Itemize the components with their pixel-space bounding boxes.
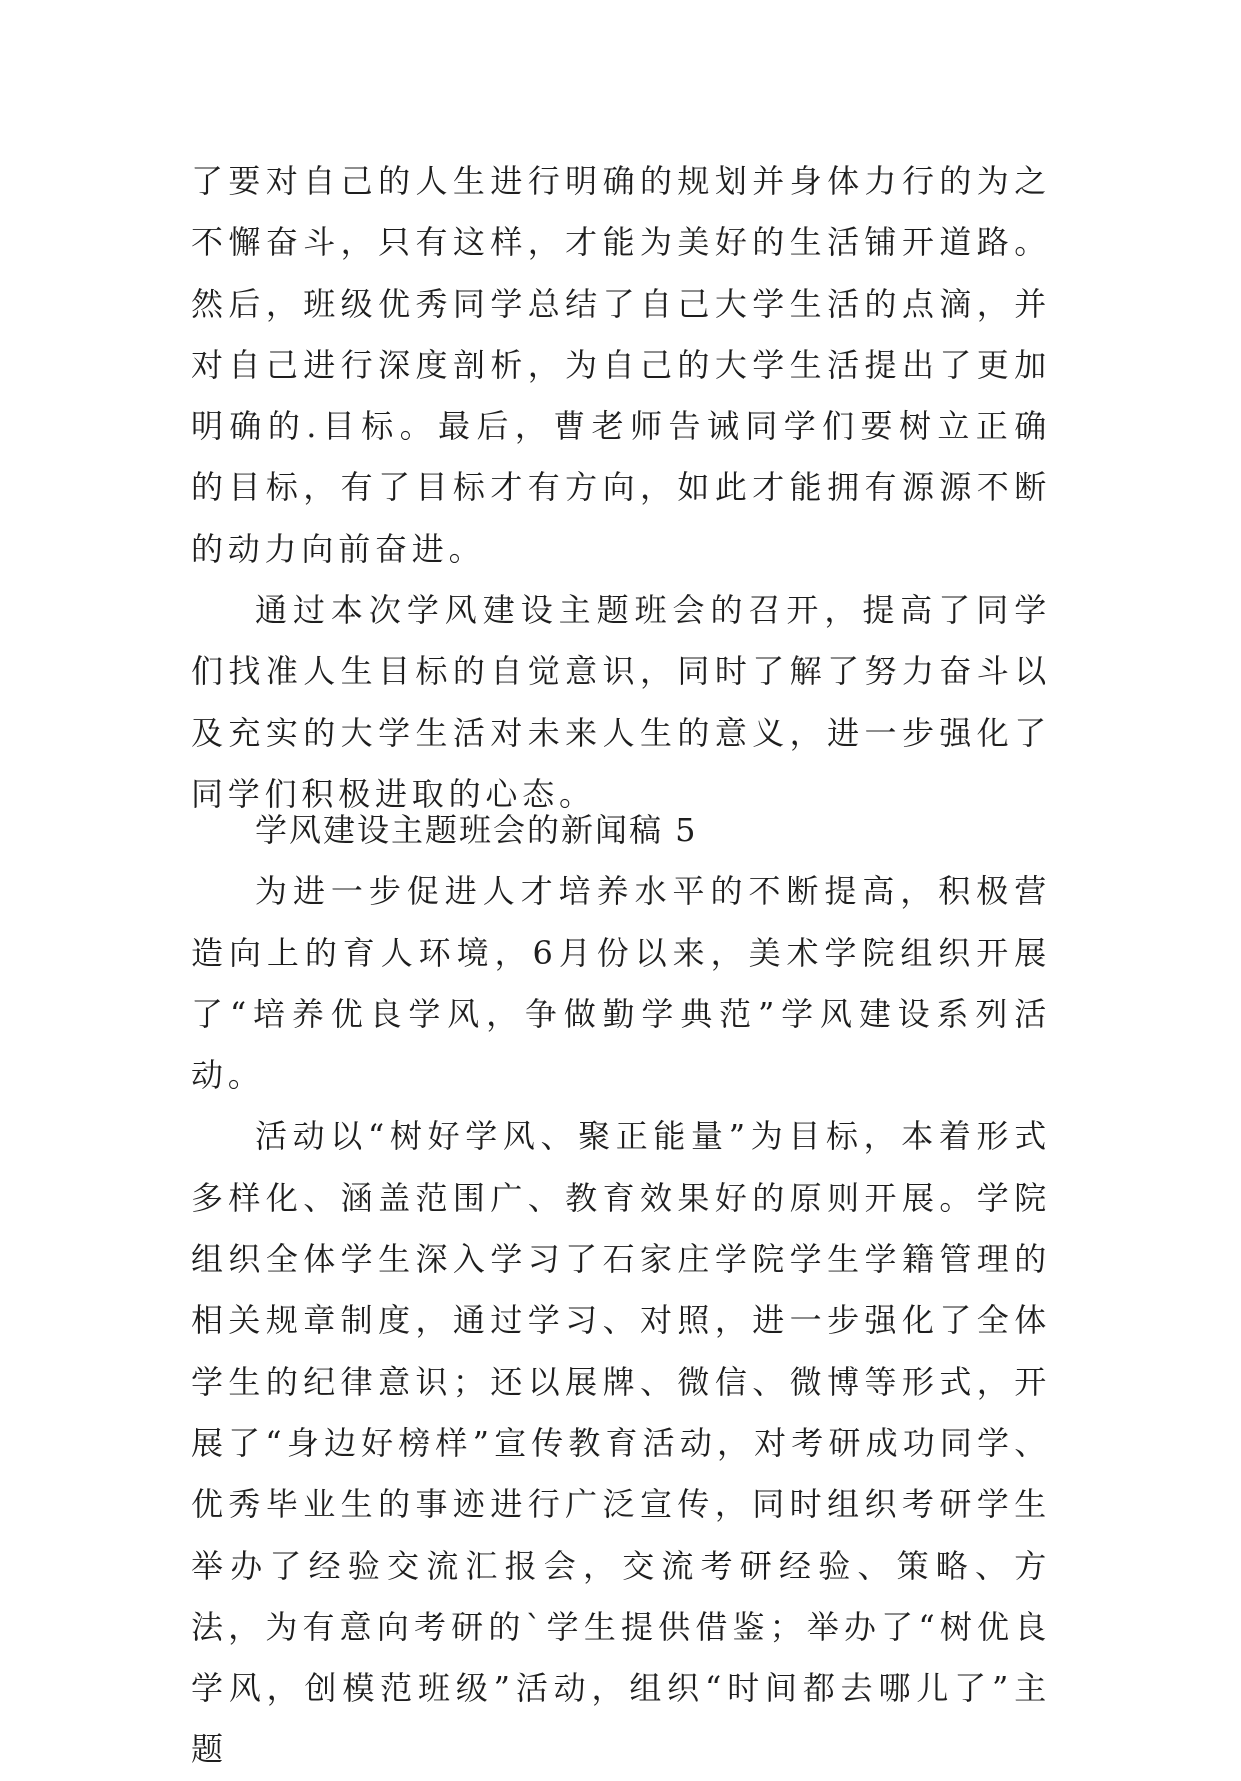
paragraph-intro: 为进一步促进人才培养水平的不断提高，积极营造向上的育人环境，6月份以来，美术学院组织开展了“培养优良学风，争做勤学典范”学风建设系列活动。 xyxy=(191,872,1051,1095)
paragraph-continuation: 了要对自己的人生进行明确的规划并身体力行的为之不懈奋斗，只有这样，才能为美好的生活铺开道路。然后，班级优秀同学总结了自己大学生活的点滴，并对自己进行深度剖析，为自己的大学生活提出了更加明确的.目标。最后，曹老师告诫同学们要树立正确的目标，有了目标才有方向，如此才能拥有源源不断的动力向前奋进。 xyxy=(191,162,1051,568)
paragraph-summary: 通过本次学风建设主题班会的召开，提高了同学们找准人生目标的自觉意识，同时了解了努力奋斗以及充实的大学生活对未来人生的意义，进一步强化了同学们积极进取的心态。 xyxy=(191,591,1051,813)
section-bottom xyxy=(191,800,1051,1781)
section-heading: 学风建设主题班会的新闻稿 5 xyxy=(255,811,698,849)
section-top xyxy=(191,151,1051,825)
paragraph-activities: 活动以“树好学风、聚正能量”为目标，本着形式多样化、涵盖范围广、教育效果好的原则开展。学院组织全体学生深入学习了石家庄学院学生学籍管理的相关规章制度，通过学习、对照，进一步强化了全体学生的纪律意识；还以展牌、微信、微博等形式，开展了“身边好榜样”宣传教育活动，对考研成功同学、优秀毕业生的事迹进行广泛宣传，同时组织考研学生举办了经验交流汇报会，交流考研经验、策略、方法，为有意向考研的`学生提供借鉴；举办了“树优良学风，创模范班级”活动，组织“时间都去哪儿了”主题 xyxy=(191,1117,1051,1769)
